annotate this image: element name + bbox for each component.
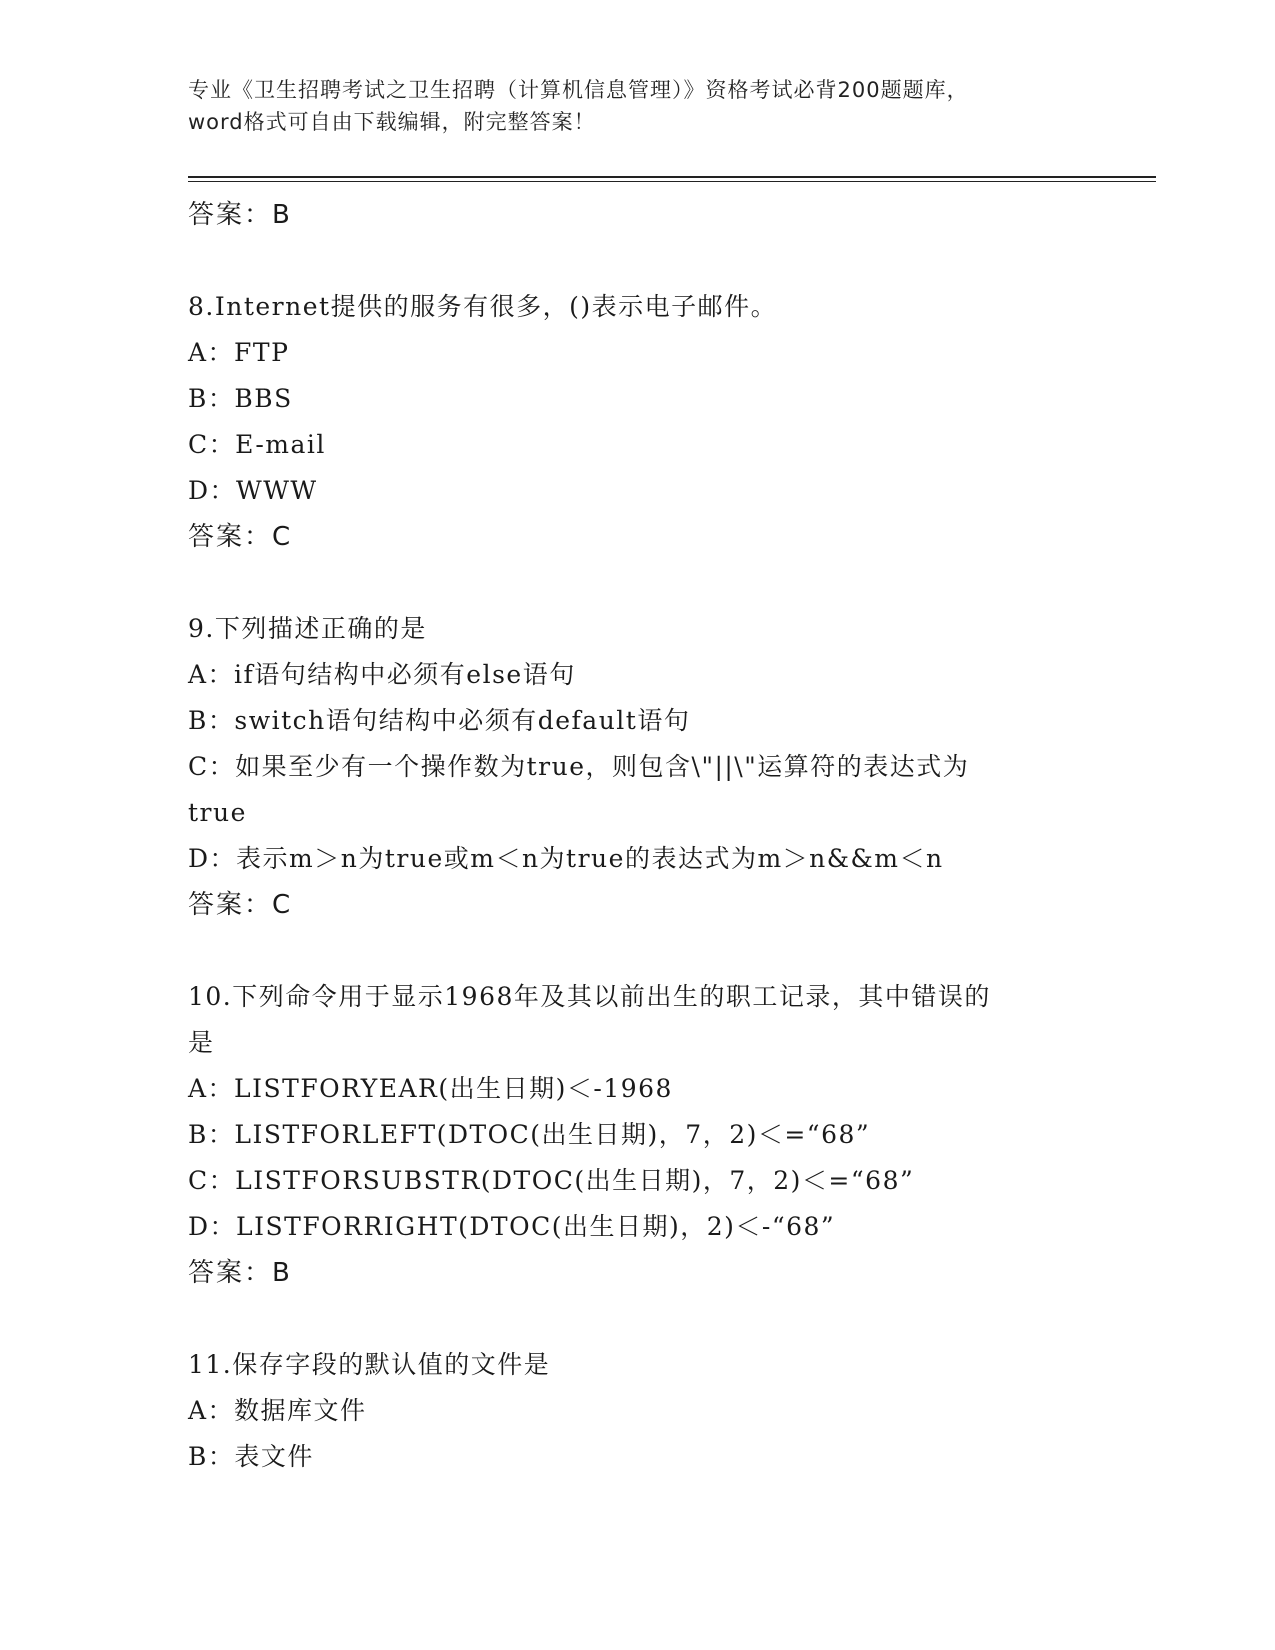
header-rule-thick <box>188 176 1156 178</box>
question-8 <box>188 284 1068 560</box>
option-b: B：LISTFORLEFT(DTOC(出生日期)，7，2)＜=“68” <box>188 1120 871 1149</box>
option-b: B：switch语句结构中必须有default语句 <box>188 706 691 735</box>
option-d: D：LISTFORRIGHT(DTOC(出生日期)，2)＜-“68” <box>188 1212 836 1241</box>
answer: 答案：C <box>188 522 293 552</box>
question-11 <box>188 1342 1068 1480</box>
spacer <box>188 1296 1068 1342</box>
option-a: A：if语句结构中必须有else语句 <box>188 660 576 689</box>
question-text: 8.Internet提供的服务有很多，()表示电子邮件。 <box>188 292 778 321</box>
answer-previous: 答案：B <box>188 200 292 230</box>
header-line-1: 专业《卫生招聘考试之卫生招聘（计算机信息管理）》资格考试必背200题题库， <box>188 78 969 102</box>
spacer <box>188 928 1068 974</box>
option-c: C：如果至少有一个操作数为true，则包含\"||\"运算符的表达式为 <box>188 752 970 781</box>
question-text: 10.下列命令用于显示1968年及其以前出生的职工记录，其中错误的 <box>188 982 991 1011</box>
option-a: A：FTP <box>188 338 290 367</box>
option-c: C：E-mail <box>188 430 326 459</box>
question-text: 9.下列描述正确的是 <box>188 614 427 643</box>
option-d: D：WWW <box>188 476 318 505</box>
answer: 答案：B <box>188 1258 292 1288</box>
option-c-continued: true <box>188 798 247 827</box>
question-text: 11.保存字段的默认值的文件是 <box>188 1350 551 1379</box>
header-rule-thin <box>188 181 1156 182</box>
question-9 <box>188 606 1068 928</box>
document-header <box>188 74 1088 138</box>
option-a: A：数据库文件 <box>188 1396 367 1425</box>
question-10 <box>188 974 1068 1296</box>
option-d: D：表示m＞n为true或m＜n为true的表达式为m＞n&&m＜n <box>188 844 944 873</box>
option-c: C：LISTFORSUBSTR(DTOC(出生日期)，7，2)＜=“68” <box>188 1166 915 1195</box>
answer: 答案：C <box>188 890 293 920</box>
question-text-continued: 是 <box>188 1028 215 1057</box>
header-line-2: word格式可自由下载编辑，附完整答案！ <box>188 110 596 134</box>
question-list <box>188 192 1068 1480</box>
option-b: B：BBS <box>188 384 293 413</box>
spacer <box>188 238 1068 284</box>
option-a: A：LISTFORYEAR(出生日期)＜-1968 <box>188 1074 673 1103</box>
spacer <box>188 560 1068 606</box>
option-b: B：表文件 <box>188 1442 314 1471</box>
